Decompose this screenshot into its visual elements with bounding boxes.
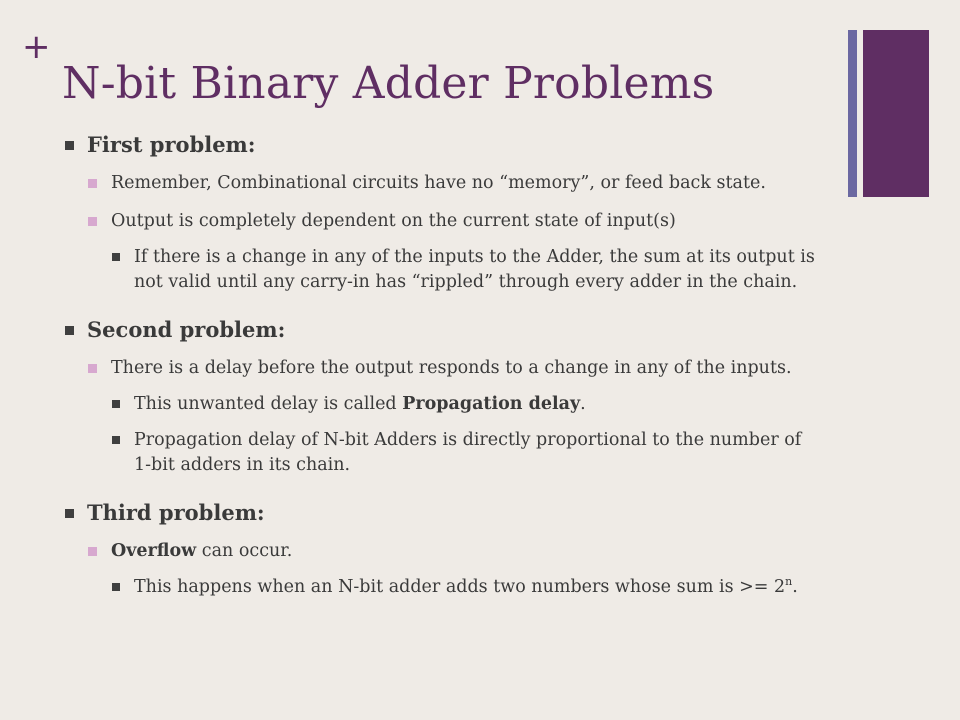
square-bullet-icon bbox=[88, 179, 97, 188]
bullet-item bbox=[62, 539, 822, 564]
bullet-text: There is a delay before the output responds to a change in any of the inputs. bbox=[111, 358, 792, 378]
sub-bullet-item bbox=[62, 575, 822, 600]
text-run: This unwanted delay is called bbox=[134, 394, 403, 414]
sub-bullet-item bbox=[62, 245, 822, 295]
heading-second-problem: Second problem: bbox=[87, 317, 286, 342]
bullet-text bbox=[134, 394, 586, 414]
bullet-text: Output is completely dependent on the current state of input(s) bbox=[111, 211, 676, 231]
bullet-text: If there is a change in any of the inputs to the Adder, the sum at its output is not valid until any carry-in has “rippled” through every adder in the chain. bbox=[134, 247, 815, 292]
plus-decoration: + bbox=[22, 27, 51, 67]
square-bullet-icon bbox=[112, 400, 120, 408]
bold-term: Overflow bbox=[111, 541, 197, 561]
square-bullet-icon bbox=[65, 509, 74, 518]
text-run: . bbox=[792, 577, 798, 597]
sub-bullet-item bbox=[62, 428, 822, 478]
superscript: n bbox=[785, 575, 793, 588]
bullet-item bbox=[62, 356, 822, 381]
square-bullet-icon bbox=[112, 436, 120, 444]
bullet-item bbox=[62, 171, 822, 196]
bullet-third-problem bbox=[62, 500, 822, 526]
square-bullet-icon bbox=[65, 326, 74, 335]
square-bullet-icon bbox=[88, 217, 97, 226]
decorative-bar-thin bbox=[848, 30, 857, 197]
bold-term: Propagation delay bbox=[402, 394, 581, 414]
bullet-text bbox=[134, 577, 798, 597]
decorative-bar-thick bbox=[863, 30, 929, 197]
heading-first-problem: First problem: bbox=[87, 132, 256, 157]
text-run: This happens when an N-bit adder adds two numbers whose sum is >= 2 bbox=[134, 577, 786, 597]
sub-bullet-item bbox=[62, 392, 822, 417]
square-bullet-icon bbox=[112, 253, 120, 261]
bullet-item bbox=[62, 209, 822, 234]
square-bullet-icon bbox=[88, 547, 97, 556]
bullet-text bbox=[111, 541, 292, 561]
text-run: can occur. bbox=[196, 541, 293, 561]
heading-third-problem: Third problem: bbox=[87, 500, 265, 525]
slide-title: N-bit Binary Adder Problems bbox=[62, 58, 715, 109]
text-run: . bbox=[580, 394, 586, 414]
bullet-first-problem bbox=[62, 132, 822, 158]
bullet-text: Propagation delay of N-bit Adders is directly proportional to the number of 1-bit adders in its chain. bbox=[134, 430, 802, 475]
square-bullet-icon bbox=[112, 583, 120, 591]
bullet-text: Remember, Combinational circuits have no “memory”, or feed back state. bbox=[111, 173, 766, 193]
bullet-second-problem bbox=[62, 317, 822, 343]
slide-content bbox=[62, 132, 822, 600]
square-bullet-icon bbox=[88, 364, 97, 373]
square-bullet-icon bbox=[65, 141, 74, 150]
